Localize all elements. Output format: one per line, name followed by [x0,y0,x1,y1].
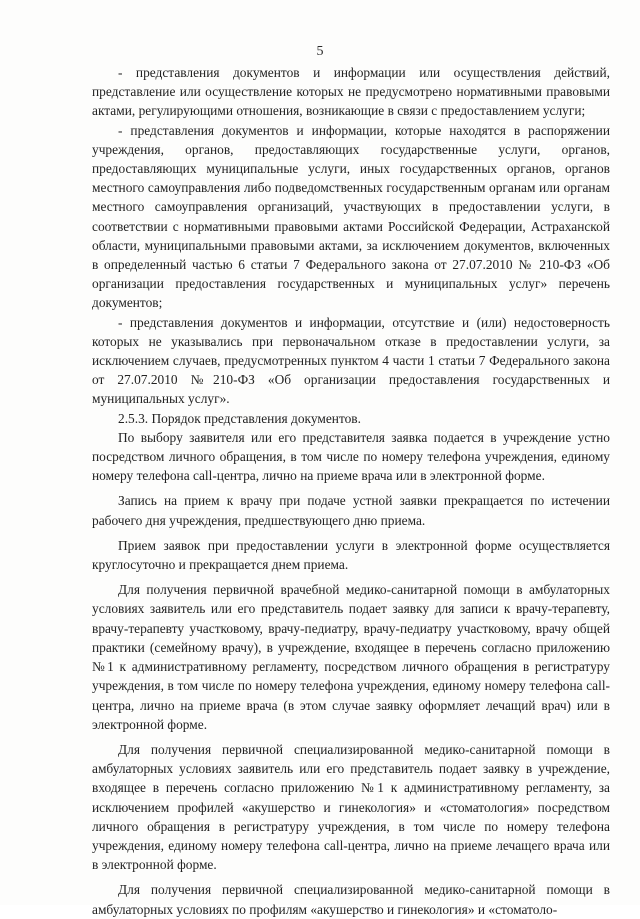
paragraph-10: Для получения первичной специализированной медико-санитарной помощи в амбулаторных условиях по профилям «акушерство и гинекология» и «стоматоло- [92,882,610,917]
paragraph-8: Для получения первичной врачебной медико-санитарной помощи в амбулаторных условиях заявитель или его представитель подает заявку для записи к врачу-терапевту, врачу-терапевту участковому, врачу-педиатру, врачу-педиатру участковому, врачу общей практики (семейному врачу), в учреждение, входящее в перечень согласно приложению №1 к административному регламенту, посредством личного обращения в регистратуру учреждения, в том числе по номеру телефона учреждения, единому номеру телефона call-центра, лично на приеме врача (в этом случае заявку оформляет лечащий врач) или в электронной форме. [92,582,610,732]
paragraph-2: - представления документов и информации, которые находятся в распоряжении учреждения, органов, предоставляющих государственные услуги, органов, предоставляющих муниципальные услуги, иных государственных органов, органов местного самоуправления либо подведомственных государственным органам или органам местного самоуправления организаций, участвующих в предоставлении услуги, в соответствии с нормативными правовыми актами Российской Федерации, Астраханской области, муниципальными правовыми актами, за исключением документов, включенных в определенный частью 6 статьи 7 Федерального закона от 27.07.2010 № 210-ФЗ «Об организации предоставления государственных и муниципальных услуг» перечень документов; [92,122,610,311]
paragraph-5: По выбору заявителя или его представителя заявка подается в учреждение устно посредством личного обращения, в том числе по номеру телефона учреждения, единому номеру телефона call-центра, лично на приеме врача или в электронной форме. [92,429,610,484]
paragraph-9: Для получения первичной специализированной медико-санитарной помощи в амбулаторных условиях заявитель или его представитель подает заявку в учреждение, входящее в перечень согласно приложению №1 к административному регламенту, за исключением профилей «акушерство и гинекология» и «стоматология» посредством личного обращения в регистратуру учреждения, в том числе по номеру телефона учреждения, единому номеру телефона call-центра, лично на приеме лечащего врача или в электронной форме. [92,741,610,873]
paragraph-1: - представления документов и информации или осуществления действий, представление или осуществление которых не предусмотрено нормативными правовыми актами, регулирующими отношения, возникающие в связи с предоставлением услуги; [92,65,610,119]
paragraph-6: Запись на прием к врачу при подаче устной заявки прекращается по истечении рабочего дня учреждения, предшествующего дню приема. [92,493,610,528]
paragraph-3: - представления документов и информации, отсутствие и (или) недостоверность которых не указывались при первоначальном отказе в предоставлении услуги, за исключением случаев, предусмотренных пунктом 4 части 1 статьи 7 Федерального закона от 27.07.2010 №210-ФЗ «Об организации предоставления государственных и муниципальных услуг». [92,314,610,407]
section-heading: 2.5.3. Порядок представления документов. [118,410,361,426]
paragraph-7: Прием заявок при предоставлении услуги в электронной форме осуществляется круглосуточно и прекращается днем приема. [92,537,610,573]
document-body [92,63,610,919]
page-number: 5 [316,44,324,59]
